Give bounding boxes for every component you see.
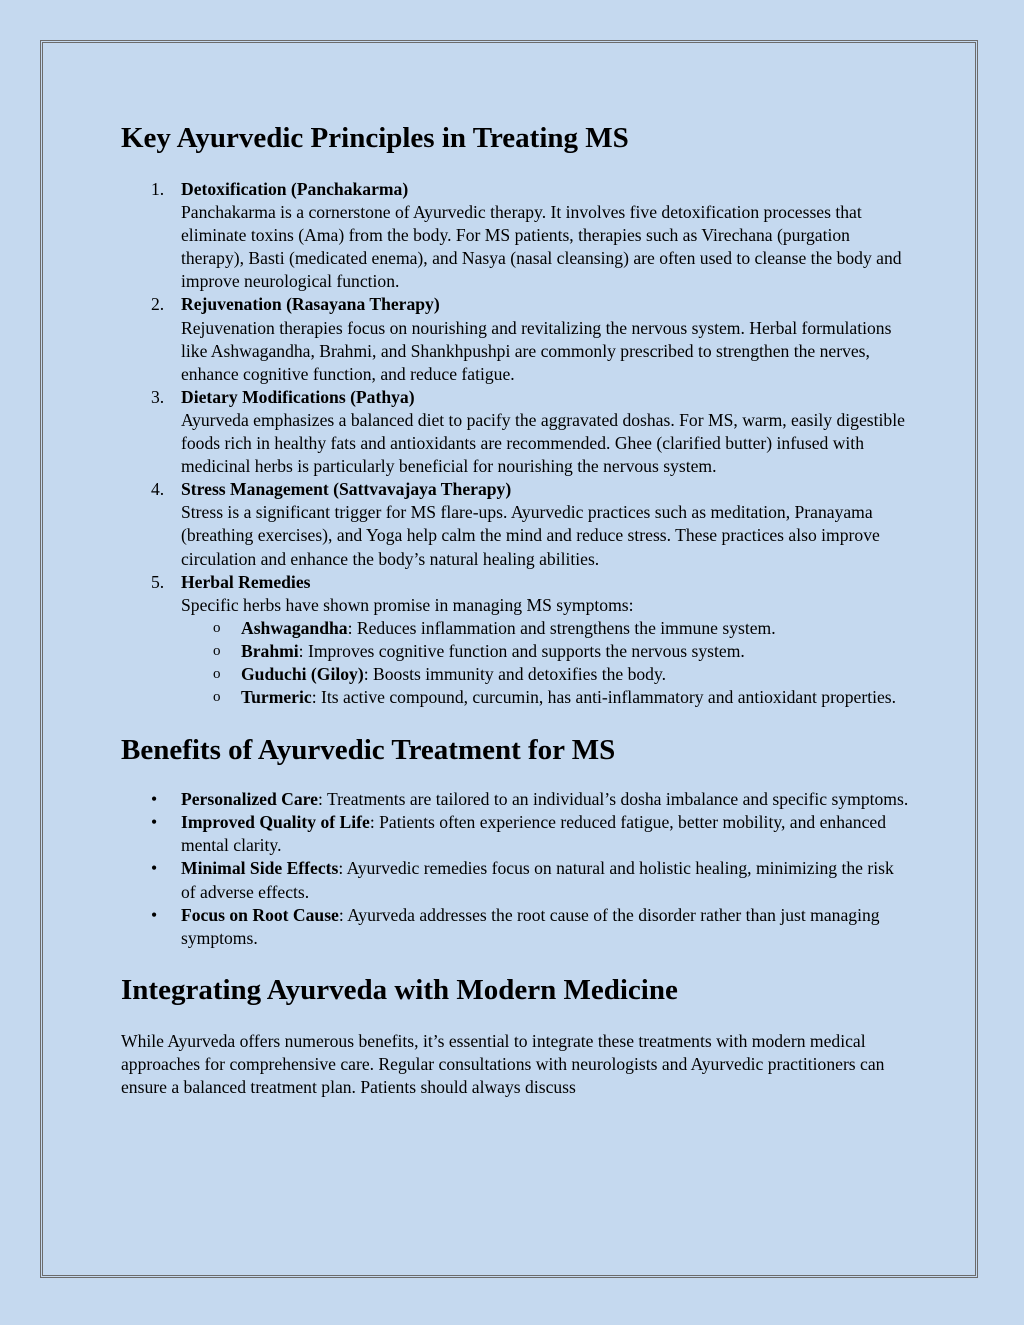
benefit-name: Personalized Care: [181, 789, 318, 810]
principle-title: Stress Management (Sattvavajaya Therapy): [181, 479, 512, 500]
heading-benefits: Benefits of Ayurvedic Treatment for MS: [121, 734, 616, 767]
circle-bullet-icon: o: [213, 665, 221, 682]
heading-integrating: Integrating Ayurveda with Modern Medicine: [121, 973, 678, 1006]
principle-title: Herbal Remedies: [181, 571, 311, 592]
benefit-text: : Ayurveda addresses the root cause of the disorder rather than just managing symptoms.: [181, 904, 880, 948]
principle-item: [121, 293, 911, 385]
disc-bullet-icon: •: [151, 812, 158, 833]
benefit-text: : Treatments are tailored to an individual’s dosha imbalance and specific symptoms.: [317, 789, 909, 810]
document-content: [121, 118, 911, 1099]
herb-text: : Reduces inflammation and strengthens the immune system.: [347, 617, 776, 638]
disc-bullet-icon: •: [151, 904, 158, 925]
benefit-name: Improved Quality of Life: [181, 812, 370, 833]
list-number: 5.: [151, 571, 165, 592]
list-number: 4.: [151, 479, 165, 500]
herb-item: [181, 663, 911, 686]
herb-text: : Boosts immunity and detoxifies the body.: [363, 663, 667, 684]
list-number: 2.: [151, 294, 165, 315]
benefits-list: [121, 788, 911, 950]
benefit-item: [121, 788, 911, 811]
benefit-name: Focus on Root Cause: [181, 904, 339, 925]
herb-name: Brahmi: [241, 640, 299, 661]
herb-name: Ashwagandha: [241, 617, 348, 638]
principle-item: [121, 571, 911, 710]
principle-text: Rejuvenation therapies focus on nourishing and revitalizing the nervous system. Herbal formulations like Ashwagandha, Brahmi, and Shankhpushpi are commonly prescribed to strengthen the nerves, enhance cognitive function, and reduce fatigue.: [181, 317, 892, 384]
disc-bullet-icon: •: [151, 789, 158, 810]
principle-item: [121, 386, 911, 478]
principle-title: Rejuvenation (Rasayana Therapy): [181, 294, 440, 315]
list-number: 1.: [151, 179, 165, 199]
heading-principles: Key Ayurvedic Principles in Treating MS: [121, 122, 629, 154]
herb-text: : Its active compound, curcumin, has anti-inflammatory and antioxidant properties.: [311, 687, 897, 708]
benefit-item: [121, 811, 911, 857]
benefit-text: : Patients often experience reduced fatigue, better mobility, and enhanced mental clarity.: [181, 812, 887, 856]
principle-text: Stress is a significant trigger for MS flare-ups. Ayurvedic practices such as meditation, Pranayama (breathing exercises), and Yoga help calm the mind and reduce stress. These practices also improve circulation and enhance the body’s natural healing abilities.: [181, 502, 880, 569]
principle-text: Panchakarma is a cornerstone of Ayurvedic therapy. It involves five detoxification processes that eliminate toxins (Ama) from the body. For MS patients, therapies such as Virechana (purgation therapy), Basti (medicated enema), and Nasya (nasal cleansing) are often used to cleanse the body and improve neurological function.: [181, 202, 902, 292]
principle-text: Ayurveda emphasizes a balanced diet to pacify the aggravated doshas. For MS, warm, easily digestible foods rich in healthy fats and antioxidants are recommended. Ghee (clarified butter) infused with medicinal herbs is particularly beneficial for nourishing the nervous system.: [181, 409, 905, 477]
principle-item: [121, 178, 911, 293]
herb-name: Turmeric: [241, 687, 312, 708]
circle-bullet-icon: o: [213, 689, 221, 706]
herb-list: [181, 617, 911, 709]
integrating-paragraph: While Ayurveda offers numerous benefits, it’s essential to integrate these treatments with modern medical approaches for comprehensive care. Regular consultations with neurologists and Ayurvedic practitioners can ensure a balanced treatment plan. Patients should always discuss: [121, 1030, 885, 1097]
herb-item: [181, 686, 911, 709]
herb-name: Guduchi (Giloy): [241, 663, 364, 684]
principle-title: Detoxification (Panchakarma): [181, 179, 409, 199]
circle-bullet-icon: o: [213, 619, 221, 636]
circle-bullet-icon: o: [213, 642, 221, 659]
principle-text: Specific herbs have shown promise in managing MS symptoms:: [181, 594, 634, 615]
herb-item: [181, 640, 911, 663]
benefit-item: [121, 904, 911, 950]
benefit-item: [121, 857, 911, 903]
principles-list: [121, 178, 911, 709]
list-number: 3.: [151, 386, 165, 407]
herb-item: [181, 617, 911, 640]
principle-item: [121, 478, 911, 570]
disc-bullet-icon: •: [151, 858, 158, 879]
benefit-text: : Ayurvedic remedies focus on natural and holistic healing, minimizing the risk of adverse effects.: [181, 858, 894, 902]
herb-text: : Improves cognitive function and supports the nervous system.: [298, 640, 745, 661]
principle-title: Dietary Modifications (Pathya): [181, 386, 415, 407]
benefit-name: Minimal Side Effects: [181, 858, 339, 879]
